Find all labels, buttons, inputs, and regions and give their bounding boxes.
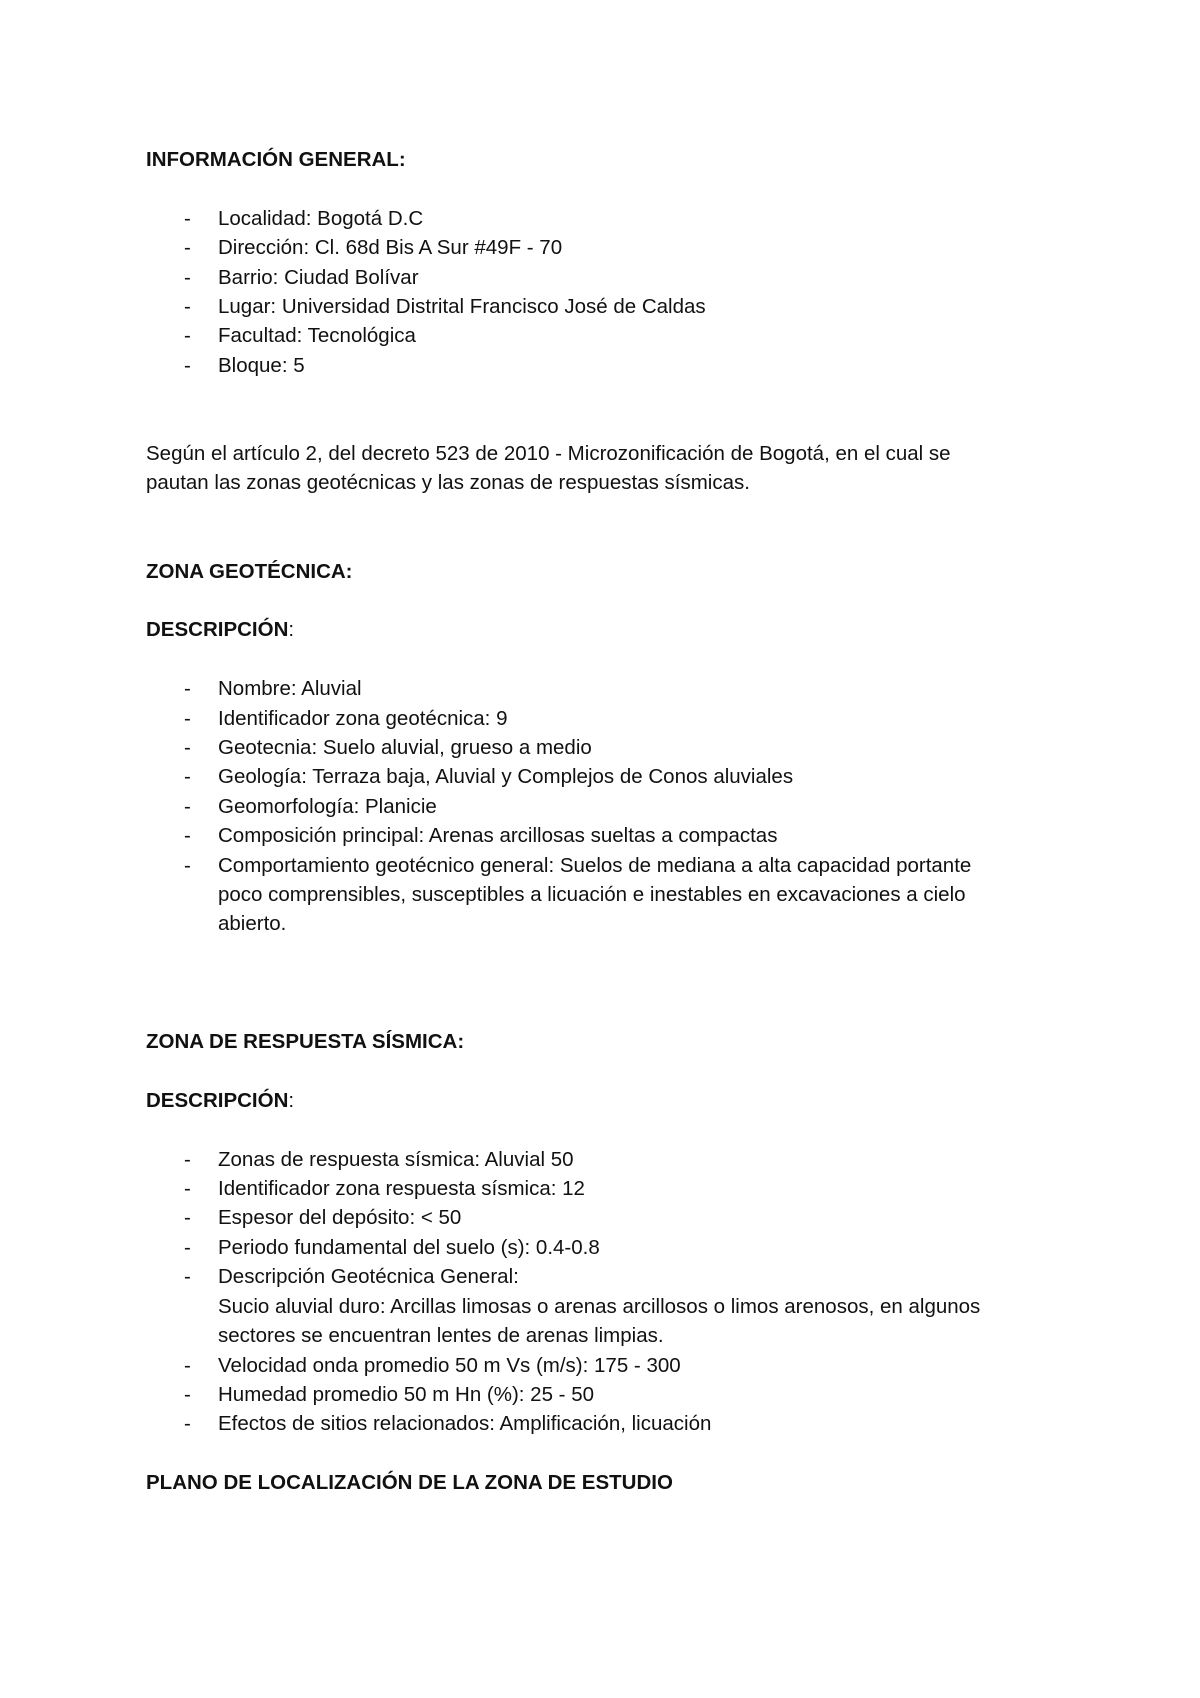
list-bullet: - [184, 265, 191, 289]
list-item-text: Barrio: Ciudad Bolívar [218, 265, 419, 289]
list-item-text: Identificador zona geotécnica: 9 [218, 706, 508, 730]
list-item-text: Dirección: Cl. 68d Bis A Sur #49F - 70 [218, 236, 563, 260]
list-item [146, 792, 1066, 821]
list-bullet: - [184, 1235, 191, 1259]
list-bullet: - [184, 794, 191, 818]
list-item [146, 1262, 1066, 1350]
list-bullet: - [184, 1353, 191, 1377]
section-heading-plano-localizacion: PLANO DE LOCALIZACIÓN DE LA ZONA DE ESTUDIO [146, 1471, 673, 1495]
list-item-text: Periodo fundamental del suelo (s): 0.4-0.8 [218, 1235, 600, 1259]
list-bullet: - [184, 853, 191, 877]
list-bullet: - [184, 353, 191, 377]
list-item [146, 351, 1066, 380]
intro-line: pautan las zonas geotécnicas y las zonas de respuestas sísmicas. [146, 471, 750, 495]
list-item [146, 704, 1066, 733]
list-item [146, 1174, 1066, 1203]
subheading-colon: : [288, 1088, 295, 1112]
list-bullet: - [184, 1206, 191, 1230]
list-item-line: abierto. [218, 912, 287, 936]
list-item [146, 1351, 1066, 1380]
list-item-text: Identificador zona respuesta sísmica: 12 [218, 1177, 585, 1201]
document-page [146, 145, 1066, 1498]
list-item-text: Lugar: Universidad Distrital Francisco José de Caldas [218, 295, 706, 319]
list-item-line: Sucio aluvial duro: Arcillas limosas o arenas arcillosos o limos arenosos, en algunos [218, 1294, 981, 1318]
intro-paragraph [146, 439, 1066, 498]
subheading-colon: : [288, 618, 295, 642]
intro-line: Según el artículo 2, del decreto 523 de 2010 - Microzonificación de Bogotá, en el cual se [146, 442, 951, 466]
list-item [146, 821, 1066, 850]
section-heading-informacion-general: INFORMACIÓN GENERAL: [146, 148, 406, 171]
list-bullet: - [184, 324, 191, 348]
list-bullet: - [184, 706, 191, 730]
list-item-text: Localidad: Bogotá D.C [218, 206, 424, 230]
list-item [146, 1380, 1066, 1409]
list-item [146, 674, 1066, 703]
list-item-line: Comportamiento geotécnico general: Suelos de mediana a alta capacidad portante [218, 853, 972, 877]
list-item [146, 233, 1066, 262]
list-item [146, 292, 1066, 321]
list-bullet: - [184, 1382, 191, 1406]
list-item [146, 1233, 1066, 1262]
list-item [146, 263, 1066, 292]
list-item [146, 1145, 1066, 1174]
list-item-text: Espesor del depósito: < 50 [218, 1206, 462, 1230]
list-item-text: Geotecnia: Suelo aluvial, grueso a medio [218, 736, 592, 760]
list-item-text: Humedad promedio 50 m Hn (%): 25 - 50 [218, 1382, 595, 1406]
list-item-line: sectores se encuentran lentes de arenas limpias. [218, 1324, 664, 1348]
list-item [146, 851, 1066, 939]
list-bullet: - [184, 1177, 191, 1201]
list-bullet: - [184, 1412, 191, 1436]
list-bullet: - [184, 295, 191, 319]
list-item [146, 321, 1066, 350]
list-item-text: Geología: Terraza baja, Aluvial y Complejos de Conos aluviales [218, 765, 794, 789]
list-item-text: Nombre: Aluvial [218, 677, 362, 701]
list-item-line: poco comprensibles, susceptibles a licuación e inestables en excavaciones a cielo [218, 883, 966, 907]
list-bullet: - [184, 677, 191, 701]
section-heading-zona-geotecnica: ZONA GEOTÉCNICA: [146, 559, 353, 583]
sismica-list [146, 1145, 1066, 1439]
list-item-text: Bloque: 5 [218, 353, 305, 377]
list-bullet: - [184, 236, 191, 260]
list-item [146, 1203, 1066, 1232]
list-bullet: - [184, 824, 191, 848]
list-item [146, 1409, 1066, 1438]
list-item-line: Descripción Geotécnica General: [218, 1265, 519, 1289]
list-item-text: Velocidad onda promedio 50 m Vs (m/s): 175 - 300 [218, 1353, 681, 1377]
geotecnica-list [146, 674, 1066, 939]
list-item-text: Facultad: Tecnológica [218, 324, 416, 348]
subheading-text: DESCRIPCIÓN [146, 1088, 289, 1112]
section-heading-zona-respuesta-sismica: ZONA DE RESPUESTA SÍSMICA: [146, 1030, 465, 1054]
list-item-text: Geomorfología: Planicie [218, 794, 437, 818]
list-item [146, 204, 1066, 233]
subheading-text: DESCRIPCIÓN [146, 618, 289, 642]
subheading-descripcion [146, 1086, 1066, 1115]
list-bullet: - [184, 1147, 191, 1171]
list-bullet: - [184, 765, 191, 789]
list-item-text: Composición principal: Arenas arcillosas sueltas a compactas [218, 824, 778, 848]
list-item [146, 733, 1066, 762]
info-list [146, 204, 1066, 380]
list-bullet: - [184, 736, 191, 760]
list-item-text: Zonas de respuesta sísmica: Aluvial 50 [218, 1147, 574, 1171]
list-bullet: - [184, 1265, 191, 1289]
list-bullet: - [184, 206, 191, 230]
subheading-descripcion [146, 615, 1066, 644]
list-item [146, 762, 1066, 791]
list-item-text: Efectos de sitios relacionados: Amplificación, licuación [218, 1412, 712, 1436]
